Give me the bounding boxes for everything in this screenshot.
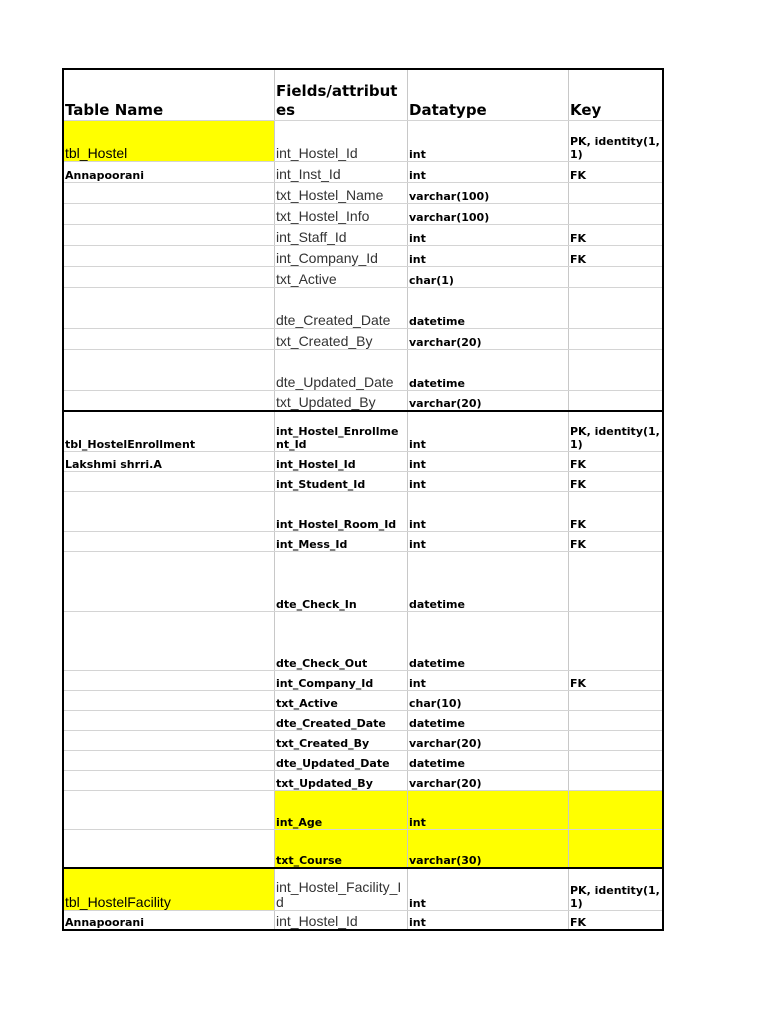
field-cell: int_Company_Id bbox=[275, 245, 408, 266]
datatype-cell: varchar(100) bbox=[408, 203, 569, 224]
table-name-cell bbox=[63, 690, 275, 710]
table-name-cell bbox=[63, 491, 275, 531]
datatype-cell: datetime bbox=[408, 750, 569, 770]
table-name-cell: Annapoorani bbox=[63, 161, 275, 182]
table-row bbox=[63, 730, 663, 750]
key-cell: FK bbox=[569, 451, 664, 471]
datatype-cell: varchar(20) bbox=[408, 730, 569, 750]
header-row bbox=[63, 69, 663, 120]
datatype-cell: datetime bbox=[408, 710, 569, 730]
table-row bbox=[63, 670, 663, 690]
field-cell: txt_Updated_By bbox=[275, 770, 408, 790]
table-name-cell bbox=[63, 390, 275, 411]
table-row bbox=[63, 531, 663, 551]
table-name-cell bbox=[63, 531, 275, 551]
header-datatype: Datatype bbox=[408, 69, 569, 120]
table-name-cell bbox=[63, 611, 275, 670]
field-cell: dte_Created_Date bbox=[275, 710, 408, 730]
field-cell: dte_Created_Date bbox=[275, 287, 408, 328]
table-name-cell bbox=[63, 328, 275, 349]
field-cell: int_Student_Id bbox=[275, 471, 408, 491]
table-name-cell: Lakshmi shrri.A bbox=[63, 451, 275, 471]
field-cell: txt_Hostel_Info bbox=[275, 203, 408, 224]
table-row bbox=[63, 710, 663, 730]
key-cell: PK, identity(1,1) bbox=[569, 120, 664, 161]
key-cell bbox=[569, 287, 664, 328]
table-row bbox=[63, 245, 663, 266]
table-name-cell bbox=[63, 349, 275, 390]
field-cell: int_Hostel_Id bbox=[275, 910, 408, 930]
datatype-cell: int bbox=[408, 670, 569, 690]
field-cell: int_Hostel_Room_Id bbox=[275, 491, 408, 531]
key-cell bbox=[569, 829, 664, 868]
field-cell: int_Mess_Id bbox=[275, 531, 408, 551]
table-name-cell bbox=[63, 670, 275, 690]
datatype-cell: int bbox=[408, 531, 569, 551]
field-cell: txt_Hostel_Name bbox=[275, 182, 408, 203]
table-name-cell: tbl_Hostel bbox=[63, 120, 275, 161]
field-cell: int_Staff_Id bbox=[275, 224, 408, 245]
key-cell bbox=[569, 790, 664, 829]
key-cell bbox=[569, 203, 664, 224]
table-row bbox=[63, 471, 663, 491]
table-row bbox=[63, 349, 663, 390]
table-name-cell: Annapoorani bbox=[63, 910, 275, 930]
table-row bbox=[63, 491, 663, 531]
key-cell: PK, identity(1,1) bbox=[569, 411, 664, 451]
table-name-cell bbox=[63, 551, 275, 611]
table-row bbox=[63, 790, 663, 829]
header-key: Key bbox=[569, 69, 664, 120]
table-name-cell bbox=[63, 829, 275, 868]
table-row bbox=[63, 690, 663, 710]
table-name-cell bbox=[63, 266, 275, 287]
table-name-cell bbox=[63, 730, 275, 750]
table-name-cell bbox=[63, 471, 275, 491]
key-cell bbox=[569, 328, 664, 349]
field-cell: int_Hostel_Enrollment_Id bbox=[275, 411, 408, 451]
table-name-cell bbox=[63, 245, 275, 266]
datatype-cell: int bbox=[408, 245, 569, 266]
field-cell: dte_Updated_Date bbox=[275, 349, 408, 390]
key-cell: FK bbox=[569, 224, 664, 245]
key-cell bbox=[569, 390, 664, 411]
table-name-cell: tbl_HostelEnrollment bbox=[63, 411, 275, 451]
field-cell: txt_Created_By bbox=[275, 730, 408, 750]
key-cell bbox=[569, 182, 664, 203]
datatype-cell: varchar(20) bbox=[408, 770, 569, 790]
key-cell bbox=[569, 266, 664, 287]
table-row bbox=[63, 611, 663, 670]
datatype-cell: int bbox=[408, 491, 569, 531]
table-row bbox=[63, 390, 663, 411]
datatype-cell: int bbox=[408, 224, 569, 245]
field-cell: int_Inst_Id bbox=[275, 161, 408, 182]
table-name-cell bbox=[63, 224, 275, 245]
datatype-cell: int bbox=[408, 411, 569, 451]
datatype-cell: datetime bbox=[408, 611, 569, 670]
field-cell: int_Hostel_Id bbox=[275, 451, 408, 471]
datatype-cell: varchar(30) bbox=[408, 829, 569, 868]
header-table-name: Table Name bbox=[63, 69, 275, 120]
datatype-cell: char(10) bbox=[408, 690, 569, 710]
key-cell bbox=[569, 349, 664, 390]
schema-table bbox=[62, 68, 664, 931]
table-row bbox=[63, 328, 663, 349]
table-row bbox=[63, 868, 663, 910]
field-cell: dte_Check_In bbox=[275, 551, 408, 611]
field-cell: dte_Updated_Date bbox=[275, 750, 408, 770]
field-cell: int_Age bbox=[275, 790, 408, 829]
datatype-cell: char(1) bbox=[408, 266, 569, 287]
datatype-cell: int bbox=[408, 451, 569, 471]
key-cell: FK bbox=[569, 471, 664, 491]
key-cell bbox=[569, 710, 664, 730]
key-cell bbox=[569, 730, 664, 750]
table-name-cell bbox=[63, 750, 275, 770]
key-cell bbox=[569, 750, 664, 770]
field-cell: txt_Course bbox=[275, 829, 408, 868]
table-row bbox=[63, 770, 663, 790]
key-cell: FK bbox=[569, 910, 664, 930]
field-cell: dte_Check_Out bbox=[275, 611, 408, 670]
table-row bbox=[63, 182, 663, 203]
datatype-cell: int bbox=[408, 910, 569, 930]
key-cell: FK bbox=[569, 245, 664, 266]
table-row bbox=[63, 411, 663, 451]
datatype-cell: datetime bbox=[408, 287, 569, 328]
field-cell: int_Hostel_Facility_Id bbox=[275, 868, 408, 910]
key-cell: PK, identity(1,1) bbox=[569, 868, 664, 910]
datatype-cell: datetime bbox=[408, 551, 569, 611]
table-row bbox=[63, 266, 663, 287]
key-cell: FK bbox=[569, 670, 664, 690]
key-cell bbox=[569, 611, 664, 670]
table-name-cell bbox=[63, 203, 275, 224]
table-row bbox=[63, 910, 663, 930]
datatype-cell: int bbox=[408, 790, 569, 829]
datatype-cell: varchar(20) bbox=[408, 390, 569, 411]
table-row bbox=[63, 451, 663, 471]
field-cell: txt_Created_By bbox=[275, 328, 408, 349]
field-cell: txt_Updated_By bbox=[275, 390, 408, 411]
field-cell: txt_Active bbox=[275, 266, 408, 287]
table-row bbox=[63, 829, 663, 868]
table-name-cell bbox=[63, 790, 275, 829]
table-row bbox=[63, 287, 663, 328]
datatype-cell: int bbox=[408, 120, 569, 161]
datatype-cell: int bbox=[408, 471, 569, 491]
table-row bbox=[63, 224, 663, 245]
key-cell: FK bbox=[569, 531, 664, 551]
table-name-cell: tbl_HostelFacility bbox=[63, 868, 275, 910]
datatype-cell: int bbox=[408, 161, 569, 182]
datatype-cell: int bbox=[408, 868, 569, 910]
table-row bbox=[63, 203, 663, 224]
field-cell: txt_Active bbox=[275, 690, 408, 710]
datatype-cell: datetime bbox=[408, 349, 569, 390]
datatype-cell: varchar(20) bbox=[408, 328, 569, 349]
table-row bbox=[63, 750, 663, 770]
datatype-cell: varchar(100) bbox=[408, 182, 569, 203]
table-name-cell bbox=[63, 182, 275, 203]
header-fields: Fields/attributes bbox=[275, 69, 408, 120]
field-cell: int_Hostel_Id bbox=[275, 120, 408, 161]
table-name-cell bbox=[63, 287, 275, 328]
table-row bbox=[63, 120, 663, 161]
key-cell bbox=[569, 690, 664, 710]
table-row bbox=[63, 551, 663, 611]
key-cell: FK bbox=[569, 491, 664, 531]
table-row bbox=[63, 161, 663, 182]
key-cell bbox=[569, 770, 664, 790]
table-name-cell bbox=[63, 770, 275, 790]
table-name-cell bbox=[63, 710, 275, 730]
key-cell: FK bbox=[569, 161, 664, 182]
key-cell bbox=[569, 551, 664, 611]
field-cell: int_Company_Id bbox=[275, 670, 408, 690]
